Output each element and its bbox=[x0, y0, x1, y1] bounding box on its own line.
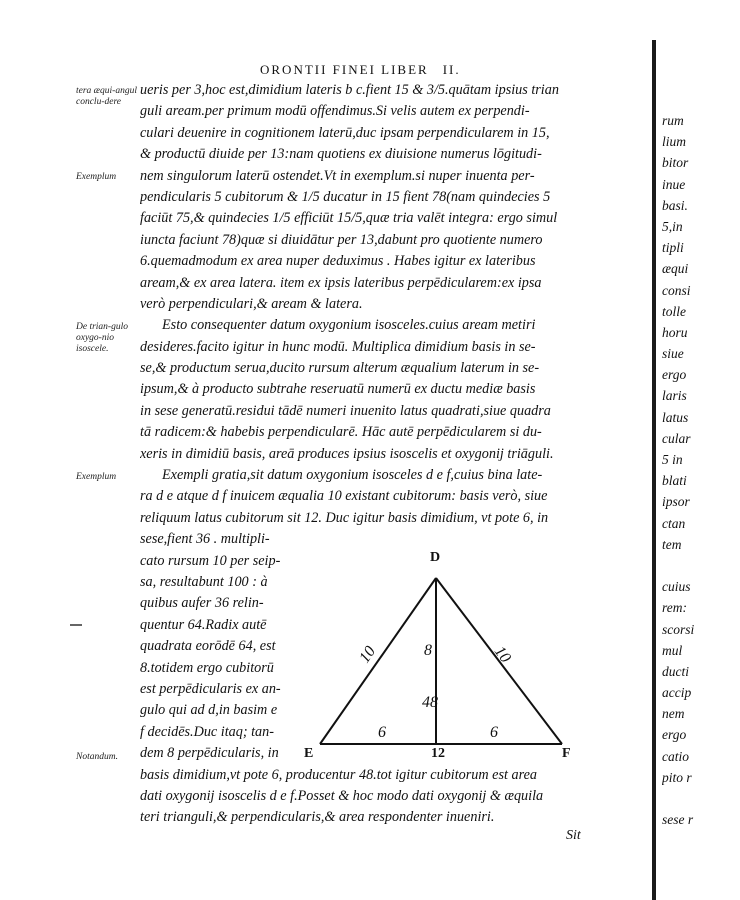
text-line: 6.quemadmodum ex area nuper deduximus . Habes igitur ex lateribus bbox=[140, 253, 536, 270]
facing-line: nem bbox=[662, 706, 685, 722]
text-line: tā radicem:& habebis perpendicularē. Hāc autē perpēdicularem si du- bbox=[140, 424, 542, 441]
text-line: teri trianguli,& perpendicularis,& area respondenter inueniri. bbox=[140, 809, 495, 826]
facing-page-fragment bbox=[662, 110, 740, 830]
narrow-text-line: est perpēdicularis ex an- bbox=[140, 680, 281, 697]
text-line: reliquum latus cubitorum sit 12. Duc igitur basis dimidium, vt pote 6, in bbox=[140, 509, 549, 526]
narrow-text-line: dem 8 perpēdicularis, in bbox=[140, 745, 279, 762]
narrow-text-line: sese,fient 36 . multipli- bbox=[140, 531, 270, 548]
running-head bbox=[260, 62, 461, 78]
text-line: iuncta faciunt 78)quæ si diuidātur per 13,dabunt pro quotiente numero bbox=[140, 231, 543, 248]
text-line: xeris in dimidiū basis, areā produces ipsius isoscelis et oxygonij triāguli. bbox=[140, 445, 554, 462]
facing-line: rem: bbox=[662, 600, 687, 616]
catchword: Sit bbox=[566, 828, 581, 843]
facing-line: 5 in bbox=[662, 452, 683, 467]
text-line: dati oxygonij isoscelis d e f.Posset & hoc modo dati oxygonij & æquila bbox=[140, 787, 544, 804]
text-line: faciūt 75,& quindecies 1/5 efficiūt 15/5,quæ tria valēt integra: ergo simul bbox=[140, 210, 558, 227]
text-line: se,& productum serua,ducito rursum alterum æqualium laterum in se- bbox=[140, 360, 540, 377]
text-line: ueris per 3,hoc est,dimidium lateris b c.fient 15 & 3/5.quātam ipsius trian bbox=[140, 82, 559, 98]
half-base-right-value: 6 bbox=[490, 724, 498, 741]
narrow-text-line: quentur 64.Radix autē bbox=[140, 616, 267, 633]
facing-line: tipli bbox=[662, 240, 684, 256]
side-df-value: 10 bbox=[490, 643, 515, 667]
facing-line: laris bbox=[662, 388, 687, 404]
triangle-figure bbox=[296, 548, 596, 778]
facing-line: ctan bbox=[662, 515, 686, 531]
facing-line: catio bbox=[662, 748, 689, 764]
text-line: aream,& ex area latera. item ex ipsis lateribus perpēdicularem:ex ipsa bbox=[140, 274, 542, 291]
text-line: nem singulorum laterū ostendet.Vt in exemplum.si nuper inuenta per- bbox=[140, 167, 535, 184]
text-line: Exempli gratia,sit datum oxygonium isosceles d e f,cuius bina late- bbox=[162, 467, 543, 484]
text-line: & productū diuide per 13:nam quotiens ex diuisione numerus lōgitudi- bbox=[140, 146, 542, 163]
facing-line: pito r bbox=[662, 769, 692, 785]
text-line: culari deuenire in cognitionem laterū,duc ipsam perpendicularem in 15, bbox=[140, 124, 550, 141]
narrow-text-line: sa, resultabunt 100 : à bbox=[140, 573, 268, 590]
narrow-text-line: cato rursum 10 per seip- bbox=[140, 552, 281, 569]
margin-note-2: Exemplum bbox=[76, 172, 117, 182]
narrow-text-line: gulo qui ad d,in basim e bbox=[140, 702, 278, 719]
facing-line: scorsi bbox=[662, 621, 695, 637]
text-line: Esto consequenter datum oxygonium isosceles.cuius aream metiri bbox=[162, 317, 536, 334]
facing-line: ergo bbox=[662, 727, 687, 743]
facing-line: sese r bbox=[662, 812, 694, 828]
vertex-f-label: F bbox=[562, 746, 571, 761]
narrow-text-line: f decidēs.Duc itaq; tan- bbox=[140, 723, 274, 740]
side-de bbox=[320, 578, 436, 744]
facing-line: ipsor bbox=[662, 494, 690, 510]
facing-line: horu bbox=[662, 324, 688, 340]
narrow-text-line: 8.totidem ergo cubitorū bbox=[140, 659, 274, 676]
facing-line: basi. bbox=[662, 197, 688, 213]
facing-line: tolle bbox=[662, 303, 686, 319]
narrow-text-line: quadrata eorōdē 64, est bbox=[140, 638, 276, 655]
facing-line: inue bbox=[662, 176, 686, 192]
text-line: verò perpendiculari,& aream & latera. bbox=[140, 295, 363, 312]
text-line: desideres.facito igitur in hunc modū. Multiplica dimidium basis in se- bbox=[140, 338, 536, 355]
text-line: ra d e atque d f inuicem æqualia 10 existant cubitorum: basis verò, siue bbox=[140, 488, 548, 505]
margin-note-3: De trian-gulo oxygo-nio isoscele. bbox=[76, 322, 128, 354]
facing-line: lium bbox=[662, 134, 687, 150]
facing-line: 5,in bbox=[662, 218, 683, 234]
margin-note-5: Notandum. bbox=[76, 752, 118, 762]
triangle-diagram bbox=[296, 548, 596, 778]
facing-line: rum bbox=[662, 113, 684, 128]
vertex-d-label: D bbox=[430, 550, 441, 565]
text-line: guli aream.per primum modū offendimus.Si velis autem ex perpendi- bbox=[140, 103, 530, 120]
narrow-text-line: quibus aufer 36 relin- bbox=[140, 595, 264, 612]
facing-line: ergo bbox=[662, 367, 687, 383]
margin-note-4: Exemplum bbox=[76, 472, 117, 482]
half-base-left-value: 6 bbox=[378, 724, 386, 741]
height-value-upper: 8 bbox=[424, 642, 432, 659]
stray-mark bbox=[70, 624, 82, 626]
book-title: ORONTII FINEI LIBER bbox=[260, 62, 429, 77]
facing-line bbox=[662, 788, 740, 809]
base-value: 12 bbox=[431, 746, 445, 761]
facing-line: tem bbox=[662, 536, 682, 552]
folio-number: II. bbox=[442, 62, 461, 77]
facing-line: ducti bbox=[662, 663, 689, 679]
page-gutter bbox=[652, 40, 656, 900]
facing-line: accip bbox=[662, 685, 692, 701]
facing-line: æqui bbox=[662, 261, 689, 277]
facing-line bbox=[662, 555, 740, 576]
vertex-e-label: E bbox=[304, 746, 314, 761]
text-line: basis dimidium,vt pote 6, producentur 48.tot igitur cubitorum est area bbox=[140, 766, 537, 783]
facing-line: bitor bbox=[662, 155, 689, 171]
facing-line: latus bbox=[662, 409, 689, 425]
margin-note-1: tera æqui-angul conclu-dere bbox=[76, 86, 137, 107]
facing-line: siue bbox=[662, 346, 684, 362]
facing-line: blati bbox=[662, 473, 687, 489]
text-line: in sese generatū.residui tādē numeri inuenito latus quadrati,siue quadra bbox=[140, 402, 551, 419]
text-line: pendicularis 5 cubitorum & 1/5 ducatur in 15 fient 78(nam quindecies 5 bbox=[140, 188, 551, 205]
text-line: ipsum,& à producto subtrahe reseruatū numerū ex ductu mediæ basis bbox=[140, 381, 536, 398]
height-value-lower: 48 bbox=[422, 694, 438, 711]
side-de-value: 10 bbox=[356, 643, 380, 667]
facing-line: cular bbox=[662, 430, 691, 446]
facing-line: consi bbox=[662, 282, 691, 298]
facing-line: cuius bbox=[662, 579, 691, 595]
facing-line: mul bbox=[662, 642, 683, 658]
